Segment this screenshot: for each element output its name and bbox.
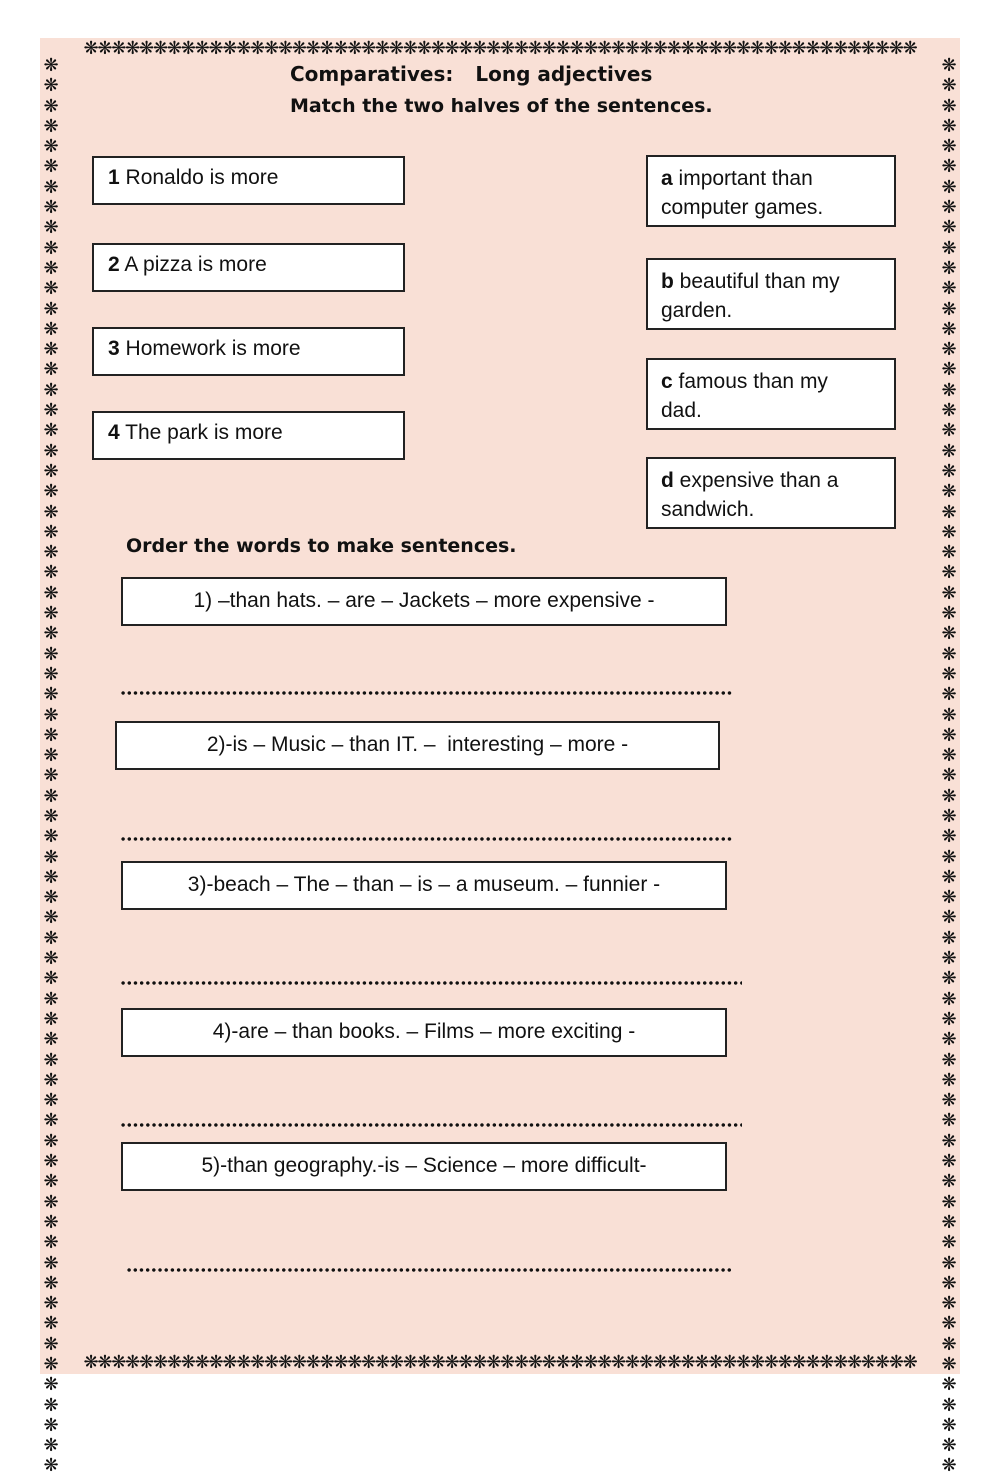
match-right-item-d[interactable] bbox=[646, 457, 896, 529]
page-title bbox=[290, 62, 652, 86]
match-instruction: Match the two halves of the sentences. bbox=[290, 95, 713, 117]
title-part-2: Long adjectives bbox=[475, 62, 653, 86]
match-right-item-c[interactable] bbox=[646, 358, 896, 430]
match-left-item-3[interactable] bbox=[92, 327, 405, 376]
answer-line-4[interactable] bbox=[120, 1121, 742, 1129]
match-right-text-line1: expensive than a bbox=[679, 469, 839, 492]
worksheet-page bbox=[40, 38, 960, 1477]
order-item-2: 2)-is – Music – than IT. – interesting – more - bbox=[115, 721, 720, 770]
match-right-letter: a bbox=[661, 167, 673, 190]
order-item-4: 4)-are – than books. – Films – more exciting - bbox=[121, 1008, 727, 1057]
decorative-border-bottom: ❋❋❋❋❋❋❋❋❋❋❋❋❋❋❋❋❋❋❋❋❋❋❋❋❋❋❋❋❋❋❋❋❋❋❋❋❋❋❋❋❋❋❋❋❋❋❋❋❋❋❋❋❋❋❋❋❋❋❋❋ bbox=[83, 1352, 917, 1373]
title-part-1: Comparatives: bbox=[290, 62, 454, 86]
match-left-item-1[interactable] bbox=[92, 156, 405, 205]
match-left-text: Ronaldo is more bbox=[125, 166, 279, 189]
match-right-letter: b bbox=[661, 270, 674, 293]
order-section-title: Order the words to make sentences. bbox=[126, 535, 517, 557]
match-left-text: A pizza is more bbox=[124, 253, 267, 276]
match-left-item-2[interactable] bbox=[92, 243, 405, 292]
match-right-item-a[interactable] bbox=[646, 155, 896, 227]
order-item-1: 1) –than hats. – are – Jackets – more expensive - bbox=[121, 577, 727, 626]
decorative-border-top: ❋❋❋❋❋❋❋❋❋❋❋❋❋❋❋❋❋❋❋❋❋❋❋❋❋❋❋❋❋❋❋❋❋❋❋❋❋❋❋❋❋❋❋❋❋❋❋❋❋❋❋❋❋❋❋❋❋❋❋❋ bbox=[83, 38, 917, 59]
decorative-border-right: ❋❋❋❋❋❋❋❋❋❋❋❋❋❋❋❋❋❋❋❋❋❋❋❋❋❋❋❋❋❋❋❋❋❋❋❋❋❋❋❋❋❋❋❋❋❋❋❋❋❋❋❋❋❋❋❋❋❋❋❋❋❋❋❋❋❋❋❋❋❋ bbox=[941, 55, 957, 1477]
match-left-number: 3 bbox=[108, 337, 120, 360]
match-right-text-line2: dad. bbox=[661, 399, 702, 422]
match-left-number: 1 bbox=[108, 166, 120, 189]
match-left-number: 4 bbox=[108, 421, 120, 444]
match-right-text-line2: sandwich. bbox=[661, 498, 755, 521]
match-left-text: The park is more bbox=[125, 421, 283, 444]
match-right-text-line2: garden. bbox=[661, 299, 733, 322]
match-right-text-line1: beautiful than my bbox=[679, 270, 840, 293]
match-right-item-b[interactable] bbox=[646, 258, 896, 330]
match-left-text: Homework is more bbox=[125, 337, 301, 360]
match-left-number: 2 bbox=[108, 253, 120, 276]
decorative-border-left: ❋❋❋❋❋❋❋❋❋❋❋❋❋❋❋❋❋❋❋❋❋❋❋❋❋❋❋❋❋❋❋❋❋❋❋❋❋❋❋❋❋❋❋❋❋❋❋❋❋❋❋❋❋❋❋❋❋❋❋❋❋❋❋❋❋❋❋❋❋❋ bbox=[43, 55, 59, 1477]
match-left-item-4[interactable] bbox=[92, 411, 405, 460]
order-item-3: 3)-beach – The – than – is – a museum. – funnier - bbox=[121, 861, 727, 910]
answer-line-1[interactable] bbox=[120, 689, 734, 697]
match-right-text-line2: computer games. bbox=[661, 196, 824, 219]
match-right-letter: d bbox=[661, 469, 674, 492]
match-right-text-line1: famous than my bbox=[678, 370, 828, 393]
match-right-letter: c bbox=[661, 370, 673, 393]
match-right-text-line1: important than bbox=[678, 167, 813, 190]
order-item-5: 5)-than geography.-is – Science – more difficult- bbox=[121, 1142, 727, 1191]
answer-line-2[interactable] bbox=[120, 835, 734, 843]
answer-line-3[interactable] bbox=[120, 979, 742, 987]
answer-line-5[interactable] bbox=[126, 1266, 732, 1274]
